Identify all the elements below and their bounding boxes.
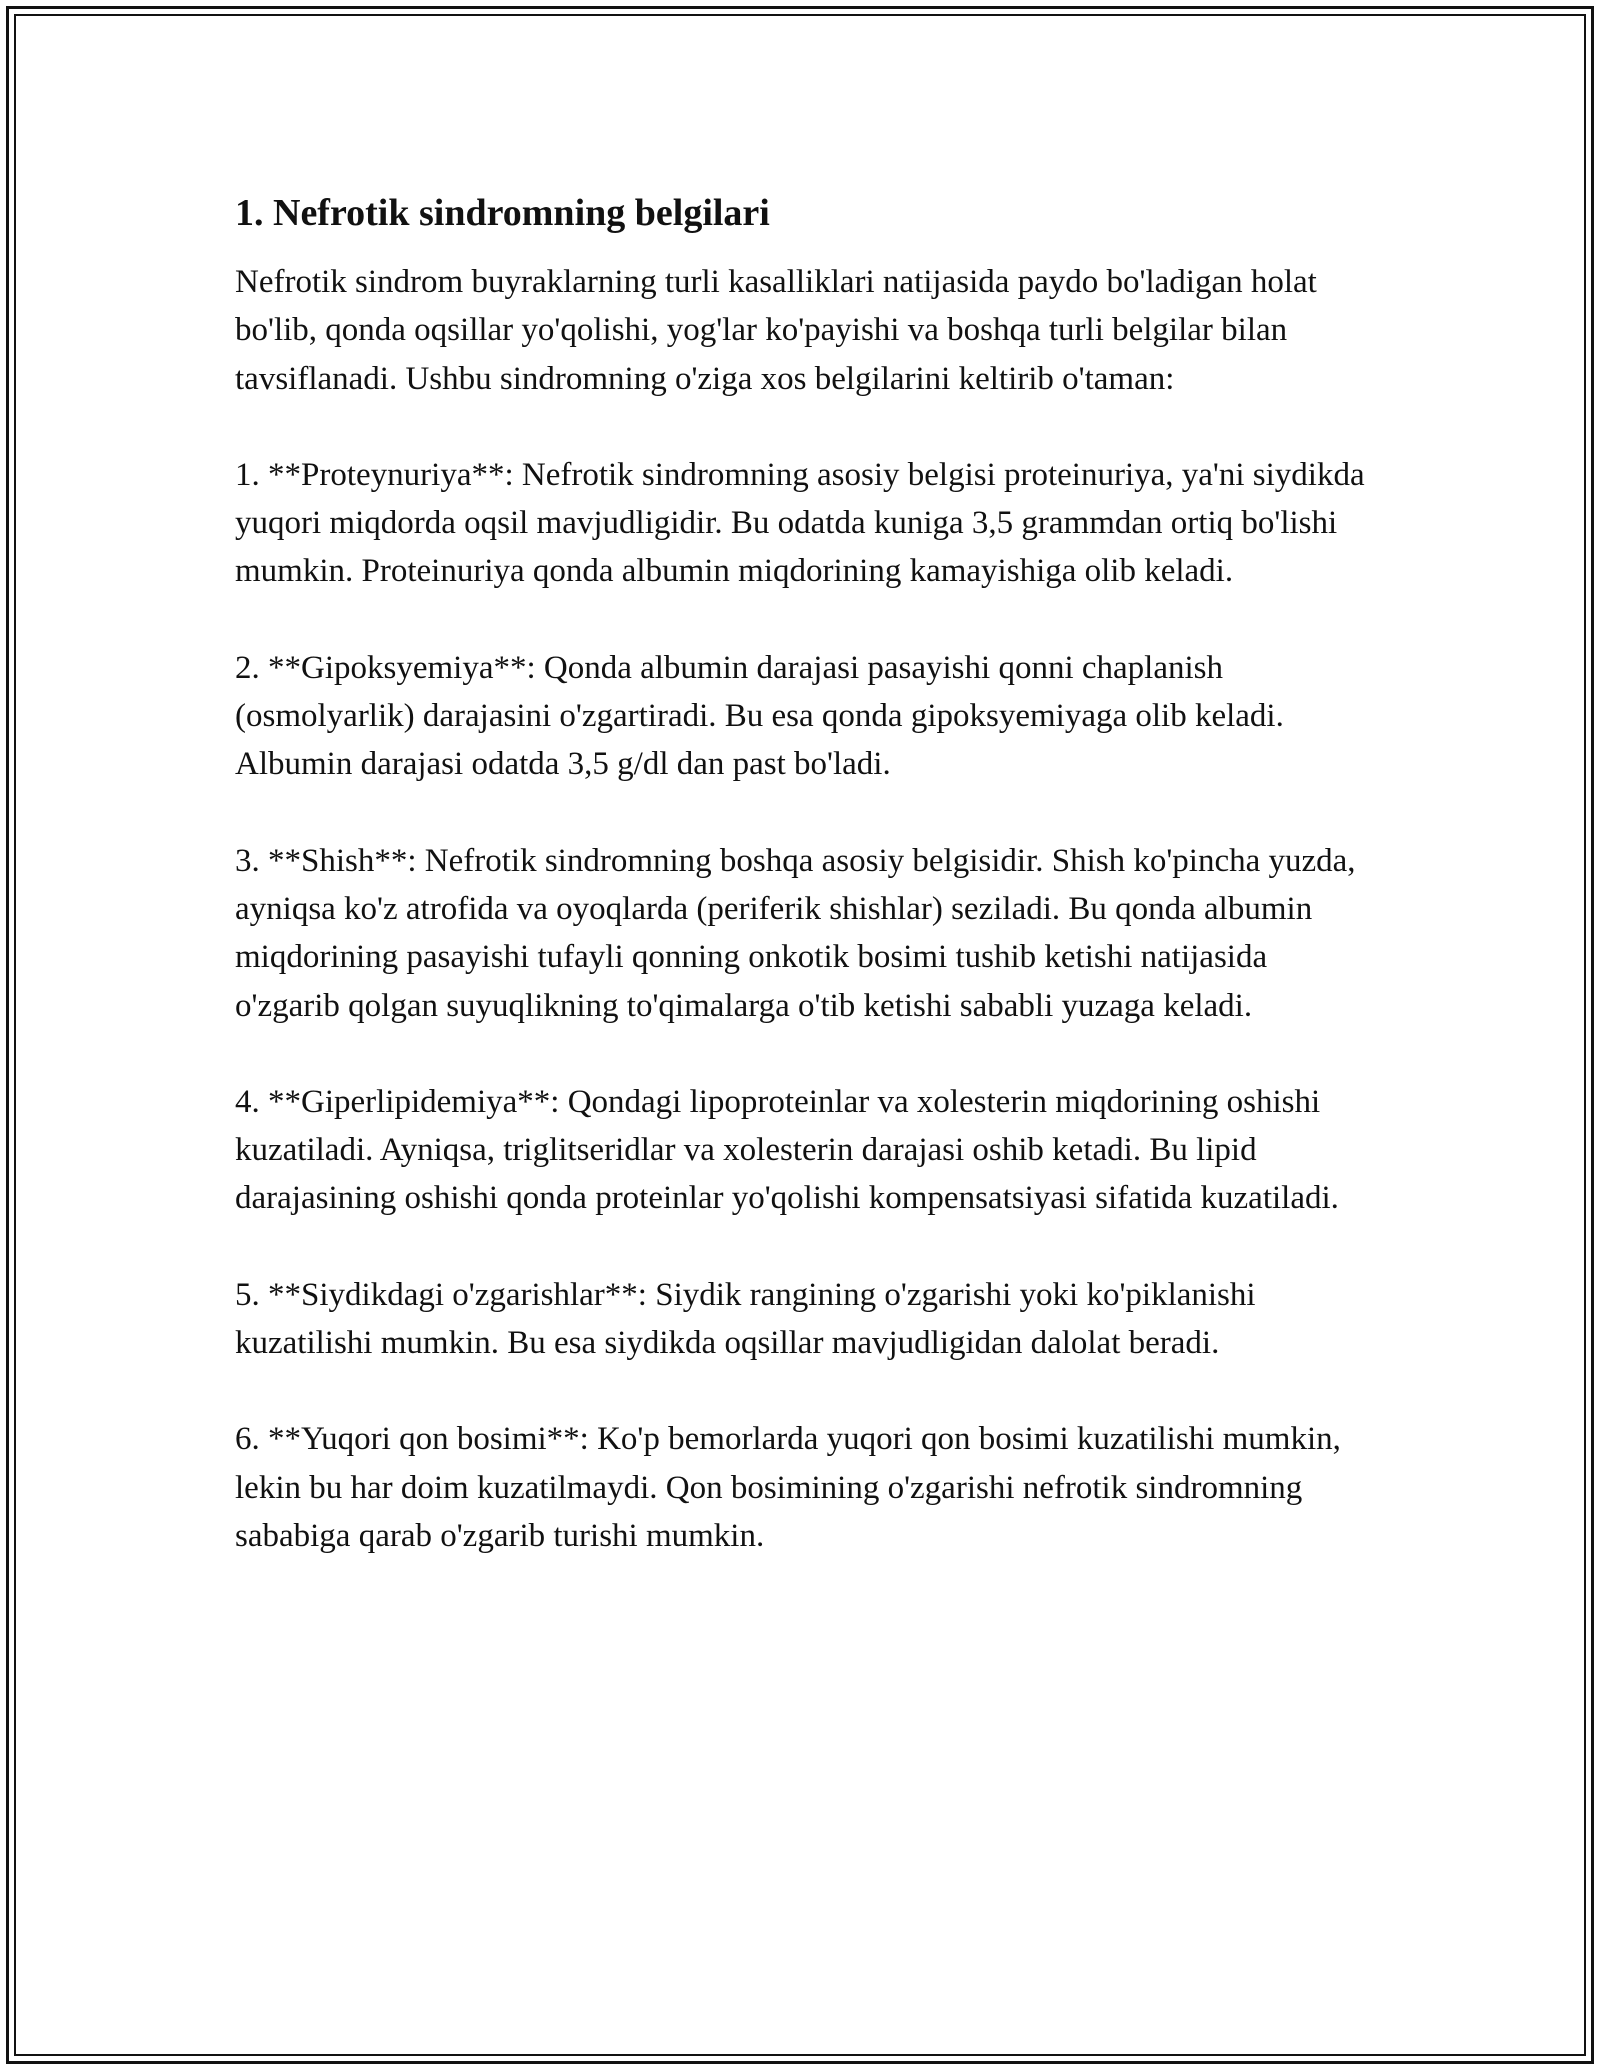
list-item-high-blood-pressure: 6. **Yuqori qon bosimi**: Ko'p bemorlarda yuqori qon bosimi kuzatilishi mumkin, lekin bu har doim kuzatilmaydi. Qon bosimining o'zgarishi nefrotik sindromning sababiga qarab o'zgarib turishi mumkin. xyxy=(235,1421,1341,1554)
list-item-edema: 3. **Shish**: Nefrotik sindromning boshqa asosiy belgisidir. Shish ko'pincha yuzda, ayniqsa ko'z atrofida va oyoqlarda (periferik shishlar) seziladi. Bu qonda albumin miqdorining pasayishi tufayli qonning onkotik bosimi tushib ketishi natijasida o'zgarib qolgan suyuqlikning to'qimalarga o'tib ketishi sababli yuzaga keladi. xyxy=(235,842,1356,1024)
list-item-hypoxemia: 2. **Gipoksyemiya**: Qonda albumin darajasi pasayishi qonni chaplanish (osmolyarlik) darajasini o'zgartiradi. Bu esa qonda gipoksyemiyaga olib keladi. Albumin darajasi odatda 3,5 g/dl dan past bo'ladi. xyxy=(235,649,1284,783)
list-item-proteinuria: 1. **Proteynuriya**: Nefrotik sindromning asosiy belgisi proteinuriya, ya'ni siydikda yuqori miqdorda oqsil mavjudligidir. Bu odatda kuniga 3,5 grammdan ortiq bo'lishi mumkin. Proteinuriya qonda albumin miqdorining kamayishiga olib keladi. xyxy=(235,456,1365,590)
list-item-urine-changes: 5. **Siydikdagi o'zgarishlar**: Siydik rangining o'zgarishi yoki ko'piklanishi kuzatilishi mumkin. Bu esa siydikda oqsillar mavjudligidan dalolat beradi. xyxy=(235,1276,1256,1362)
intro-paragraph: Nefrotik sindrom buyraklarning turli kasalliklari natijasida paydo bo'ladigan holat bo'lib, qonda oqsillar yo'qolishi, yog'lar ko'payishi va boshqa turli belgilar bilan tavsiflanadi. Ushbu sindromning o'ziga xos belgilarini keltirib o'taman: xyxy=(235,264,1317,397)
document-body xyxy=(235,188,1370,1608)
document-title: 1. Nefrotik sindromning belgilari xyxy=(235,192,770,234)
list-item-hyperlipidemia: 4. **Giperlipidemiya**: Qondagi lipoproteinlar va xolesterin miqdorining oshishi kuzatiladi. Ayniqsa, triglitseridlar va xolesterin darajasi oshib ketadi. Bu lipid darajasining oshishi qonda proteinlar yo'qolishi kompensatsiyasi sifatida kuzatiladi. xyxy=(235,1083,1339,1217)
